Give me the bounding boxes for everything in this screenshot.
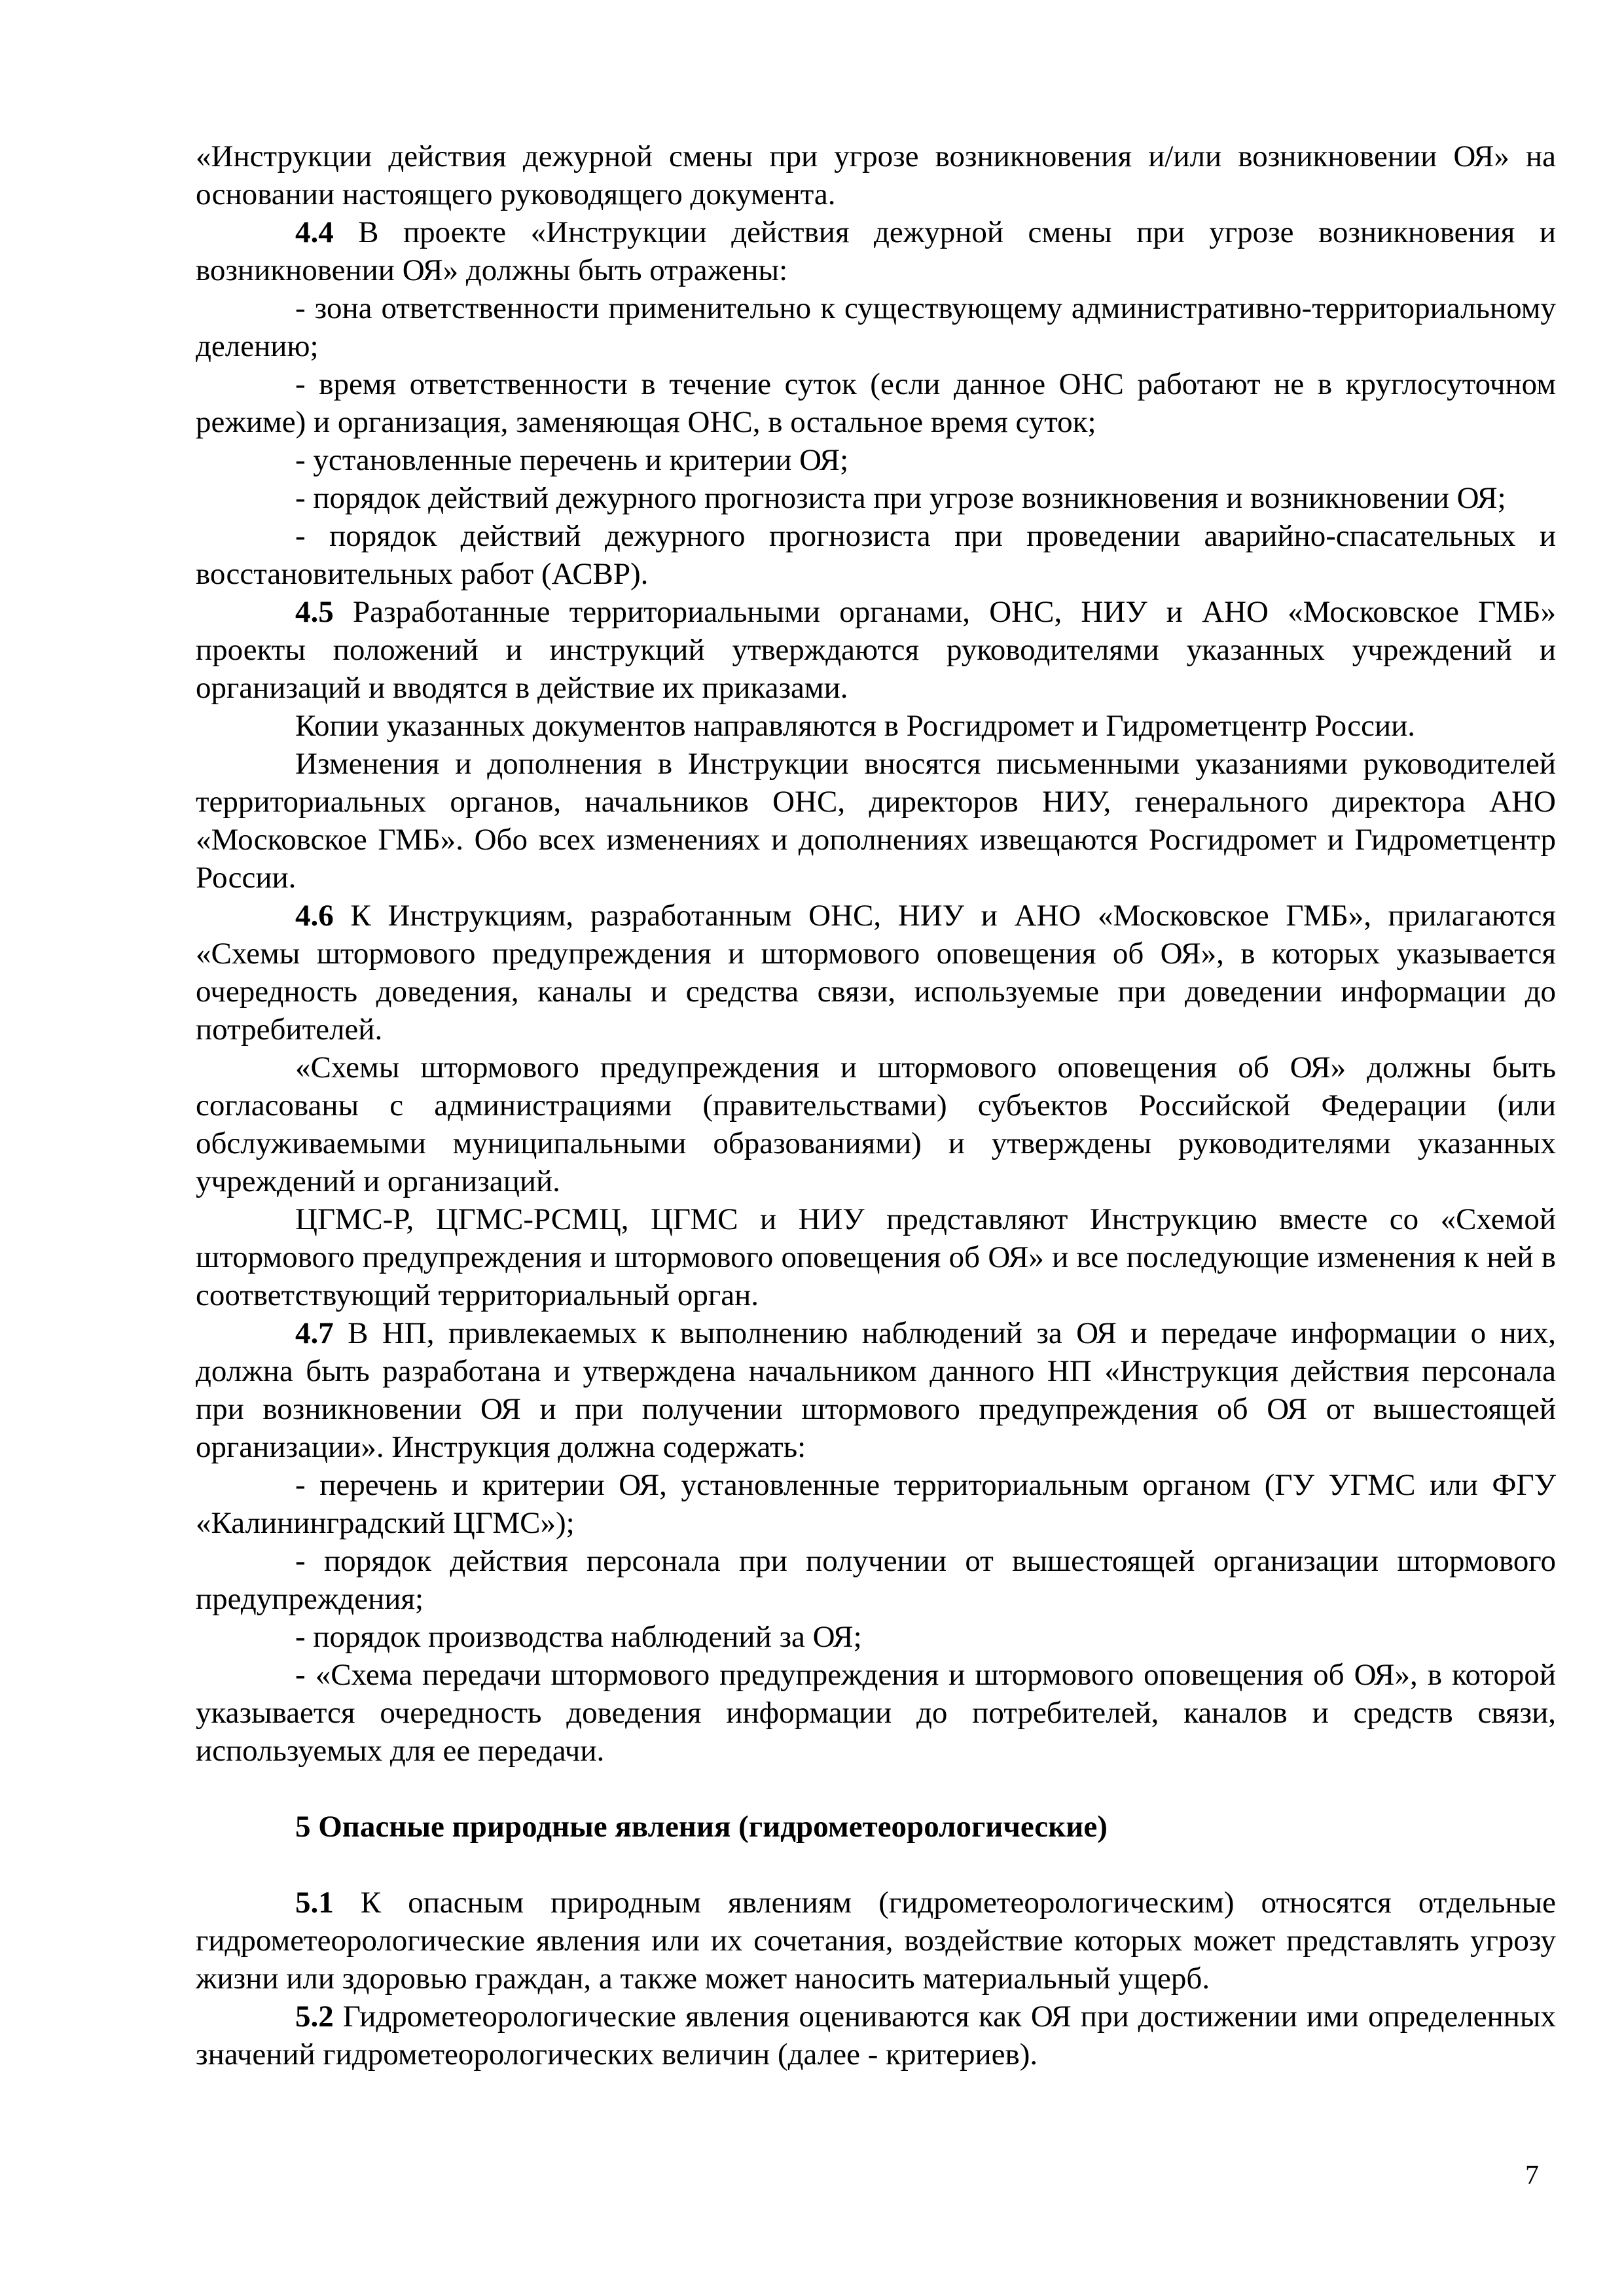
- list-item-text: - порядок производства наблюдений за ОЯ;: [295, 1620, 862, 1654]
- paragraph-text: К опасным природным явлениям (гидрометеорологическим) относятся отдельные гидрометеорологические явления или их сочетания, воздействие которых может представлять угрозу жизни или здоровью граждан, а также может наносить материальный ущерб.: [196, 1886, 1556, 1996]
- paragraph: [196, 745, 1556, 897]
- list-item: [196, 1466, 1556, 1542]
- paragraph: [196, 1200, 1556, 1314]
- paragraph-text: «Инструкции действия дежурной смены при угрозе возникновения и/или возникновении ОЯ» на основании настоящего руководящего документа.: [196, 139, 1556, 211]
- paragraph: [196, 137, 1556, 213]
- list-item: [196, 289, 1556, 365]
- page-number: 7: [1525, 2161, 1539, 2191]
- clause-number: 4.5: [295, 595, 334, 629]
- list-item-text: - перечень и критерии ОЯ, установленные территориальным органом (ГУ УГМС или ФГУ «Калининградский ЦГМС»);: [196, 1468, 1556, 1540]
- list-item-text: - порядок действий дежурного прогнозиста при проведении аварийно-спасательных и восстановительных работ (АСВР).: [196, 519, 1556, 591]
- list-item: [196, 441, 1556, 479]
- section-heading: 5 Опасные природные явления (гидрометеорологические): [295, 1810, 1108, 1844]
- clause-number: 4.4: [295, 215, 334, 249]
- paragraph-4-4: [196, 213, 1556, 289]
- paragraph: [196, 1049, 1556, 1200]
- paragraph-text: В проекте «Инструкции действия дежурной смены при угрозе возникновения и возникновении ОЯ» должны быть отражены:: [196, 215, 1556, 287]
- clause-number: 5.2: [295, 2000, 334, 2034]
- paragraph-text: В НП, привлекаемых к выполнению наблюдений за ОЯ и передаче информации о них, должна быть разработана и утверждена начальником данного НП «Инструкция действия персонала при возникновении ОЯ и при получении штормового предупреждения об ОЯ от вышестоящей организации». Инструкция должна содержать:: [196, 1316, 1556, 1464]
- list-item-text: - порядок действия персонала при получении от вышестоящей организации штормового предупреждения;: [196, 1544, 1556, 1616]
- paragraph-4-7: [196, 1314, 1556, 1466]
- paragraph-text: К Инструкциям, разработанным ОНС, НИУ и АНО «Московское ГМБ», прилагаются «Схемы штормового предупреждения и штормового оповещения об ОЯ», в которых указывается очередность доведения, каналы и средства связи, используемые при доведении информации до потребителей.: [196, 899, 1556, 1047]
- list-item: [196, 365, 1556, 441]
- paragraph-5-1: [196, 1884, 1556, 1998]
- paragraph-4-5: [196, 593, 1556, 707]
- clause-number: 4.7: [295, 1316, 334, 1350]
- paragraph-4-6: [196, 897, 1556, 1049]
- list-item: [196, 1618, 1556, 1656]
- list-item-text: - установленные перечень и критерии ОЯ;: [295, 443, 849, 477]
- paragraph-5-2: [196, 1998, 1556, 2073]
- paragraph-text: ЦГМС-Р, ЦГМС-РСМЦ, ЦГМС и НИУ представляют Инструкцию вместе со «Схемой штормового предупреждения и штормового оповещения об ОЯ» и все последующие изменения к ней в соответствующий территориальный орган.: [196, 1202, 1556, 1312]
- paragraph: [196, 707, 1556, 745]
- list-item-text: - порядок действий дежурного прогнозиста при угрозе возникновения и возникновении ОЯ;: [295, 481, 1506, 515]
- paragraph-text: Разработанные территориальными органами, ОНС, НИУ и АНО «Московское ГМБ» проекты положений и инструкций утверждаются руководителями указанных учреждений и организаций и вводятся в действие их приказами.: [196, 595, 1556, 705]
- paragraph-text: Копии указанных документов направляются в Росгидромет и Гидрометцентр России.: [295, 709, 1416, 743]
- paragraph-text: «Схемы штормового предупреждения и штормового оповещения об ОЯ» должны быть согласованы с администрациями (правительствами) субъектов Российской Федерации (или обслуживаемыми муниципальными образованиями) и утверждены руководителями указанных учреждений и организаций.: [196, 1050, 1556, 1198]
- list-item-text: - «Схема передачи штормового предупреждения и штормового оповещения об ОЯ», в которой указывается очередность доведения информации до потребителей, каналов и средств связи, используемых для ее передачи.: [196, 1658, 1556, 1768]
- list-item-text: - время ответственности в течение суток (если данное ОНС работают не в круглосуточном режиме) и организация, заменяющая ОНС, в остальное время суток;: [196, 367, 1556, 439]
- paragraph-text: Изменения и дополнения в Инструкции вносятся письменными указаниями руководителей территориальных органов, начальников ОНС, директоров НИУ, генерального директора АНО «Московское ГМБ». Обо всех изменениях и дополнениях извещаются Росгидромет и Гидрометцентр России.: [196, 747, 1556, 895]
- clause-number: 4.6: [295, 899, 334, 933]
- clause-number: 5.1: [295, 1886, 334, 1920]
- list-item: [196, 479, 1556, 517]
- list-item: [196, 1656, 1556, 1770]
- paragraph-text: Гидрометеорологические явления оцениваются как ОЯ при достижении ими определенных значений гидрометеорологических величин (далее - критериев).: [196, 2000, 1556, 2072]
- list-item: [196, 1542, 1556, 1618]
- list-item: [196, 517, 1556, 593]
- list-item-text: - зона ответственности применительно к существующему административно-территориальному делению;: [196, 291, 1556, 363]
- document-page: [196, 137, 1556, 2073]
